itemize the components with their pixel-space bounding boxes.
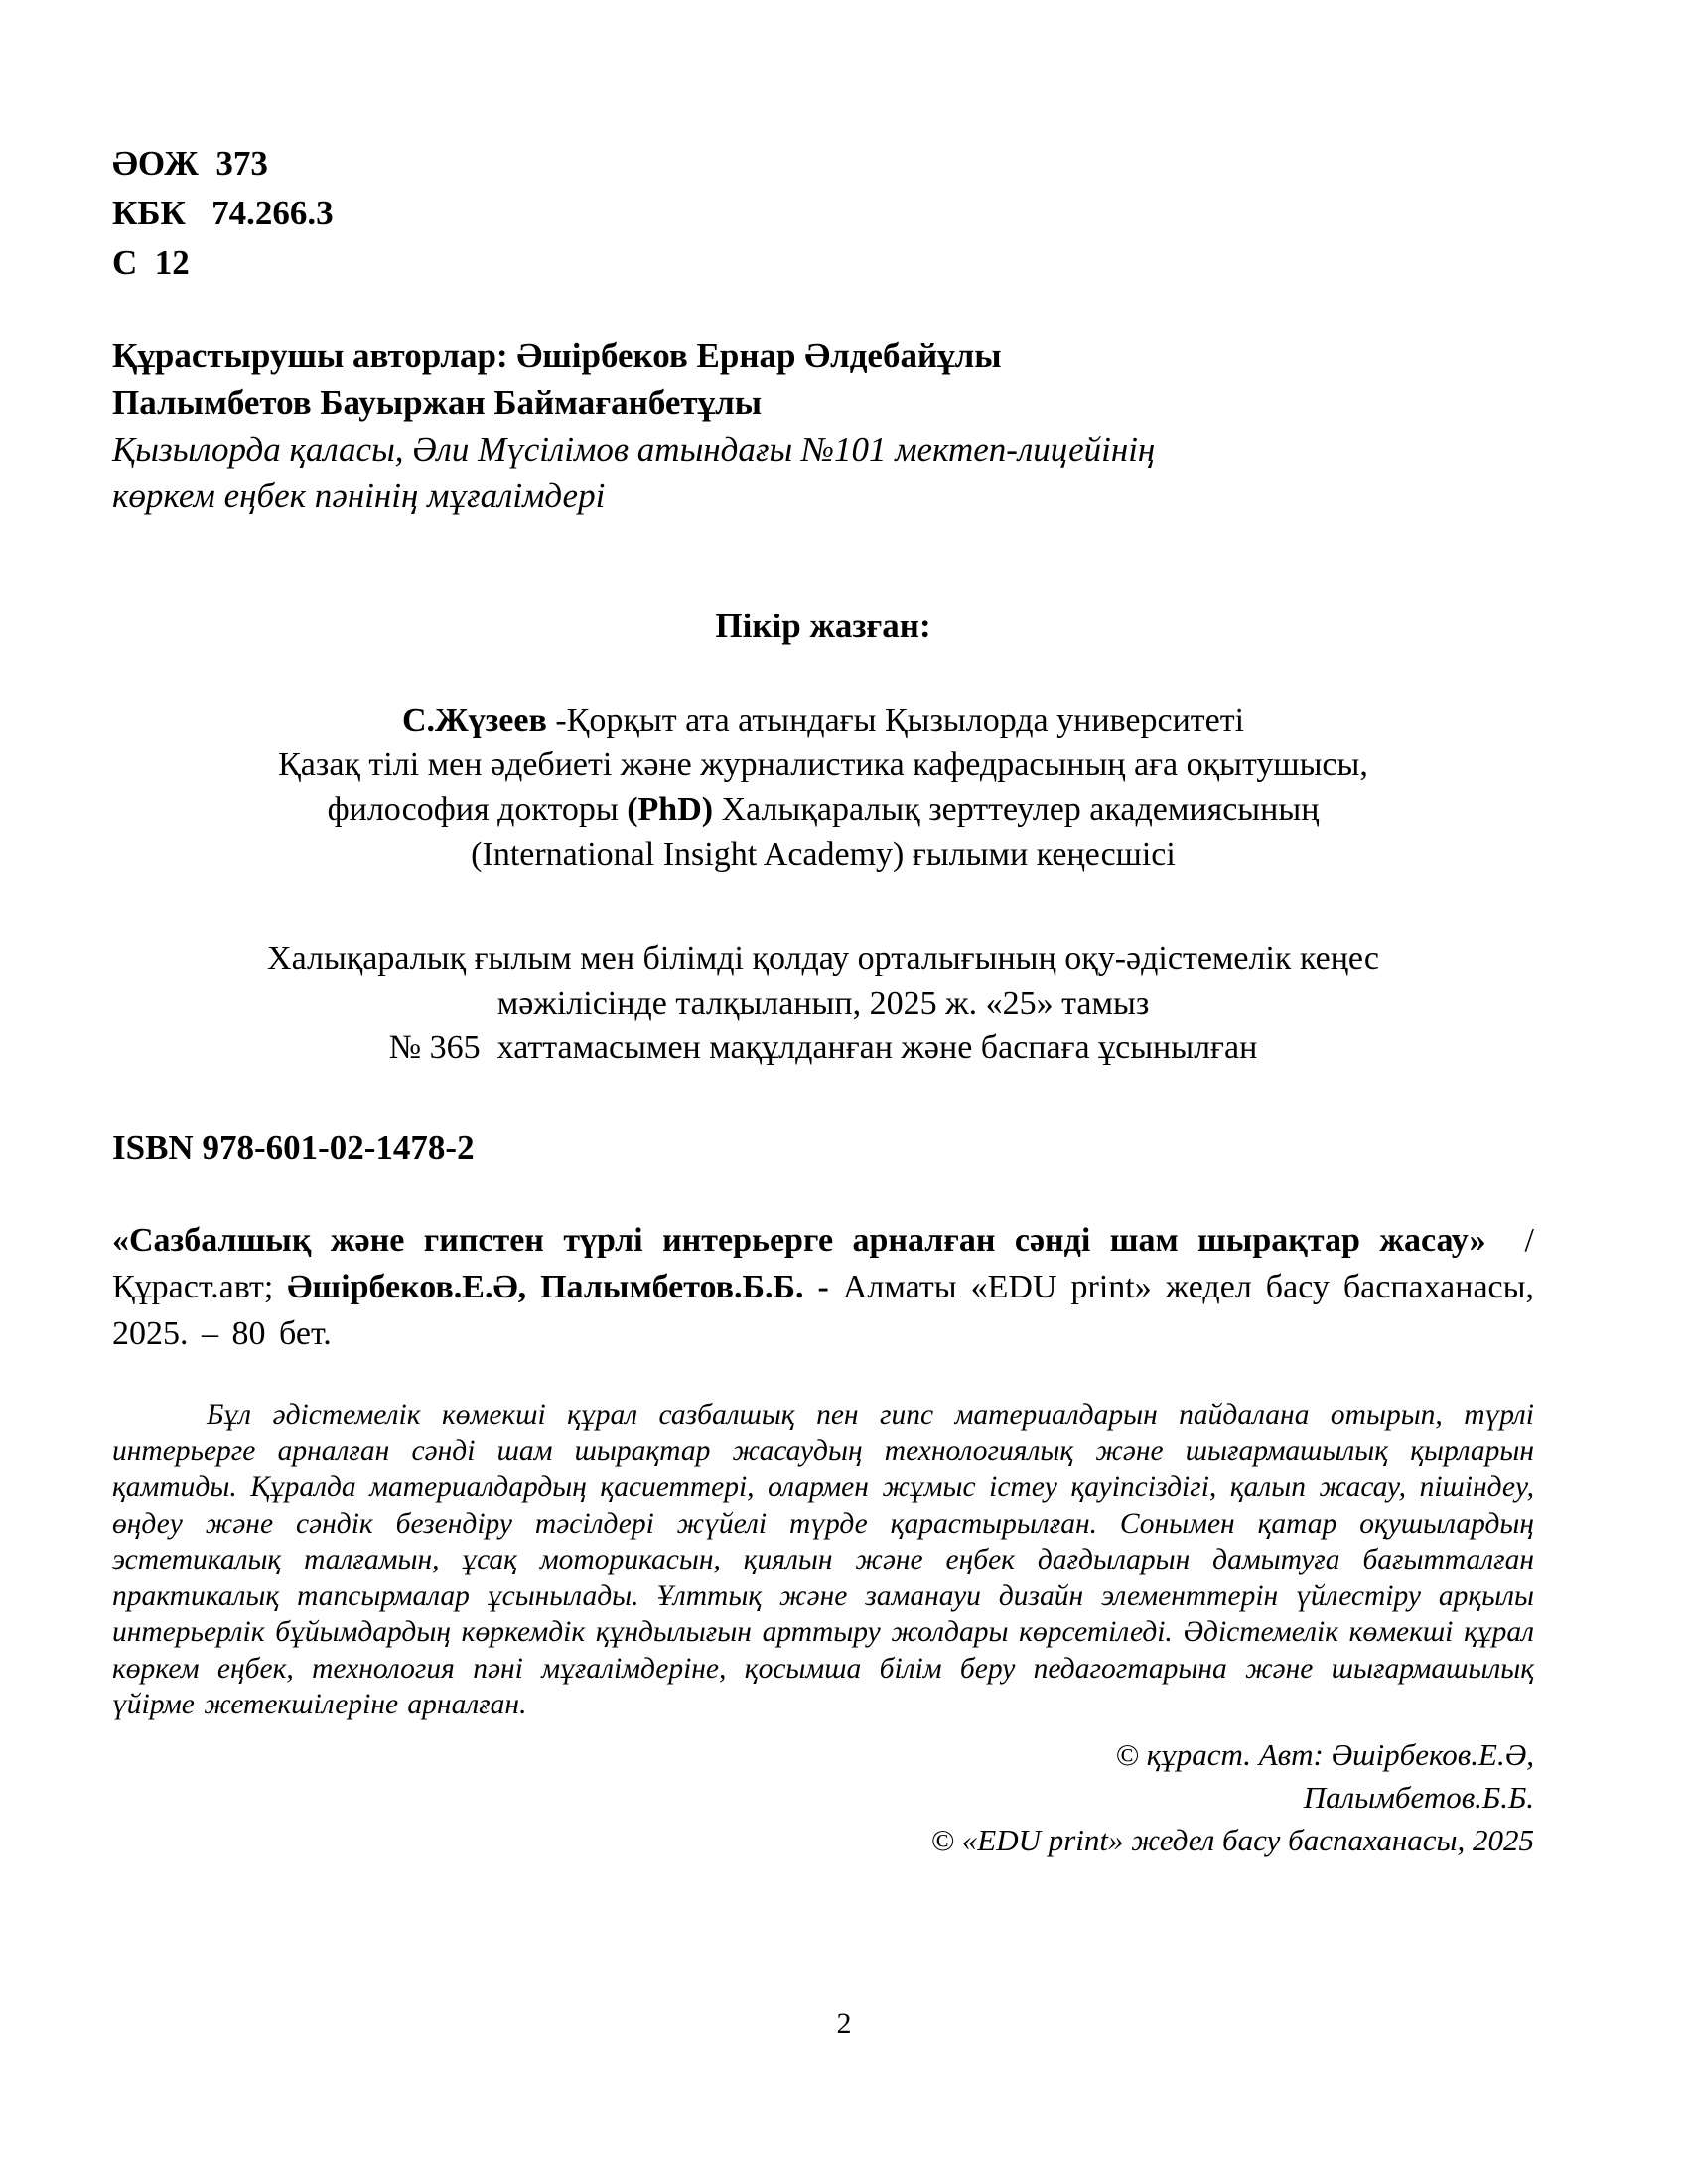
udc-line: ӘОЖ 373 — [112, 144, 268, 183]
copyright-block — [112, 1733, 1534, 1861]
imprint-publisher: Алматы «EDU print» жедел басу баспаханасы, 2025. – 80 бет. — [112, 1269, 1548, 1352]
authors-block — [112, 333, 1534, 519]
reviewer-line-4: (International Insight Academy) ғылыми кеңесшісі — [471, 836, 1176, 873]
reviewer-title: -Қорқыт ата атындағы Қызылорда университеті — [546, 702, 1245, 739]
bbk-line: КБК 74.266.3 — [112, 194, 334, 232]
reviewer-line-1 — [112, 698, 1534, 743]
imprint-paragraph — [112, 1217, 1548, 1357]
compilers-line: Құрастырушы авторлар: Әшірбеков Ернар Әлдебайұлы — [112, 337, 1002, 375]
catalog-code-line: С 12 — [112, 243, 190, 282]
approval-line-1: Халықаралық ғылым мен білімді қолдау орталығының оқу-әдістемелік кеңес — [267, 940, 1379, 977]
reviewer-degree-post: Халықаралық зерттеулер академиясының — [713, 791, 1320, 828]
bibliographic-id-block — [112, 139, 1534, 288]
reviewer-block — [112, 698, 1534, 877]
imprint-title: «Сазбалшық және гипстен түрлі интерьерге арналған сәнді шам шырақтар жасау» — [112, 1222, 1486, 1259]
annotation-paragraph: Бұл әдістемелік көмекші құрал сазбалшық пен гипс материалдарын пайдалана отырып, түрлі интерьерге арналған сәнді шам шырақтар жасаудың технологиялық және шығармашылық қырларын қамтиды. Құралда материалдардың қасиеттері, олармен жұмыс істеу қауіпсіздігі, қалып жасау, пішіндеу, өңдеу және сәндік безендіру тәсілдері жүйелі түрде қарастырылған. Сонымен қатар оқушылардың эстетикалық талғамын, ұсақ моторикасын, қиялын және еңбек дағдыларын дамытуға бағытталған практикалық тапсырмалар ұсынылады. Ұлттық және заманауи дизайн элементтерін үйлестіру арқылы интерьерлік бұйымдардың көркемдік құндылығын арттыру жолдары көрсетіледі. Әдістемелік көмекші құрал көркем еңбек, технология пәні мұғалімдеріне, қосымша білім беру педагогтарына және шығармашылық үйірме жетекшілеріне арналған. — [112, 1399, 1534, 1720]
reviewer-line-3 — [112, 787, 1534, 832]
imprint-authors: Әшірбеков.Е.Ә, Палымбетов.Б.Б. - — [287, 1269, 843, 1305]
approval-line-2: мәжілісінде талқыланып, 2025 ж. «25» тамыз — [496, 985, 1150, 1022]
reviewer-line-2: Қазақ тілі мен әдебиеті және журналистика кафедрасының аға оқытушысы, — [278, 747, 1368, 783]
authors-affiliation: Қызылорда қаласы, Әли Мүсілімов атындағы №101 мектеп-лицейінің көркем еңбек пәнінің мұғалімдері — [112, 430, 1156, 515]
approval-line-3: № 365 хаттамасымен мақұлданған және баспаға ұсынылған — [388, 1029, 1258, 1066]
page-number: 2 — [836, 2007, 852, 2040]
copyright-line-1: © құраст. Авт: Әшірбеков.Е.Ә, — [1115, 1736, 1534, 1772]
copyright-line-3: © «EDU print» жедел басу баспаханасы, 2025 — [930, 1822, 1534, 1857]
review-heading: Пікір жазған: — [715, 607, 931, 645]
imprint-separator: / Құраст.авт; — [112, 1222, 1548, 1305]
reviewer-degree-phd: (PhD) — [627, 791, 714, 828]
reviewer-degree-pre: философия докторы — [327, 791, 628, 828]
reviewer-name: С.Жүзеев — [401, 702, 547, 739]
copyright-line-2: Палымбетов.Б.Б. — [1303, 1779, 1534, 1815]
approval-block — [112, 936, 1534, 1070]
isbn-line: ISBN 978-601-02-1478-2 — [112, 1128, 475, 1166]
second-author-line: Палымбетов Бауыржан Баймағанбетұлы — [112, 383, 763, 422]
